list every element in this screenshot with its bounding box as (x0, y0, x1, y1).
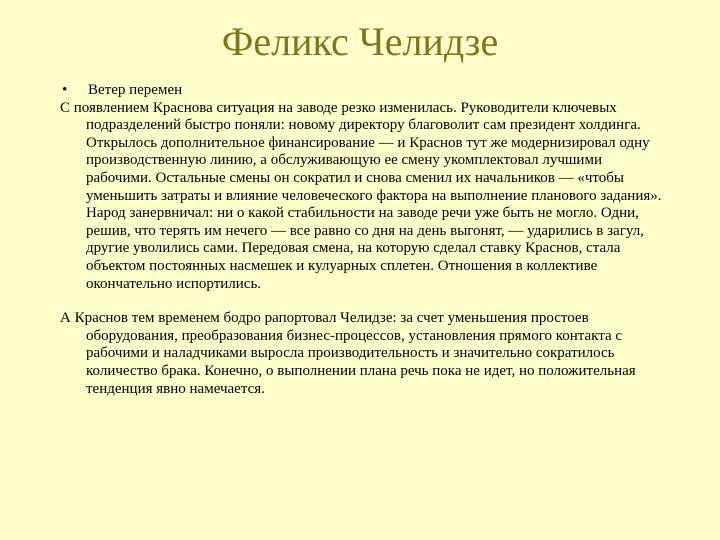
paragraph-1: С появлением Краснова ситуация на заводе резко изменилась. Руководители ключевых подразделений быстро поняли: новому директору благоволит сам президент холдинга. Открылось дополнительное финансирование — и Краснов тут же модернизировал одну производственную линию, а обслуживающую ее смену укомплектовал лучшими рабочими. Остальные смены он сократил и снова сменил их начальников — «чтобы уменьшить затраты и влияние человеческого фактора на выполнение планового задания». Народ занервничал: ни о какой стабильности на заводе речи уже быть не могло. Одни, решив, что терять им нечего — все равно со дня на день выгонят, — ударились в загул, другие уволились сами. Передовая смена, на которую сделал ставку Краснов, стала объектом постоянных насмешек и кулуарных сплетен. Отношения в коллективе окончательно испортились. (60, 99, 662, 292)
slide-title: Феликс Челидзе (221, 19, 499, 64)
bullet-text: Ветер перемен (88, 82, 183, 98)
bullet-item (60, 82, 670, 100)
slide-body (60, 82, 670, 398)
paragraph-2: А Краснов тем временем бодро рапортовал Челидзе: за счет уменьшения простоев оборудования, преобразования бизнес-процессов, установления прямого контакта с рабочими и наладчиками выросла производительность и значительно сократилось количество брака. Конечно, о выполнении плана речь пока не идет, но положительная тенденция явно намечается. (60, 310, 636, 397)
bullet-icon: • (62, 82, 68, 98)
